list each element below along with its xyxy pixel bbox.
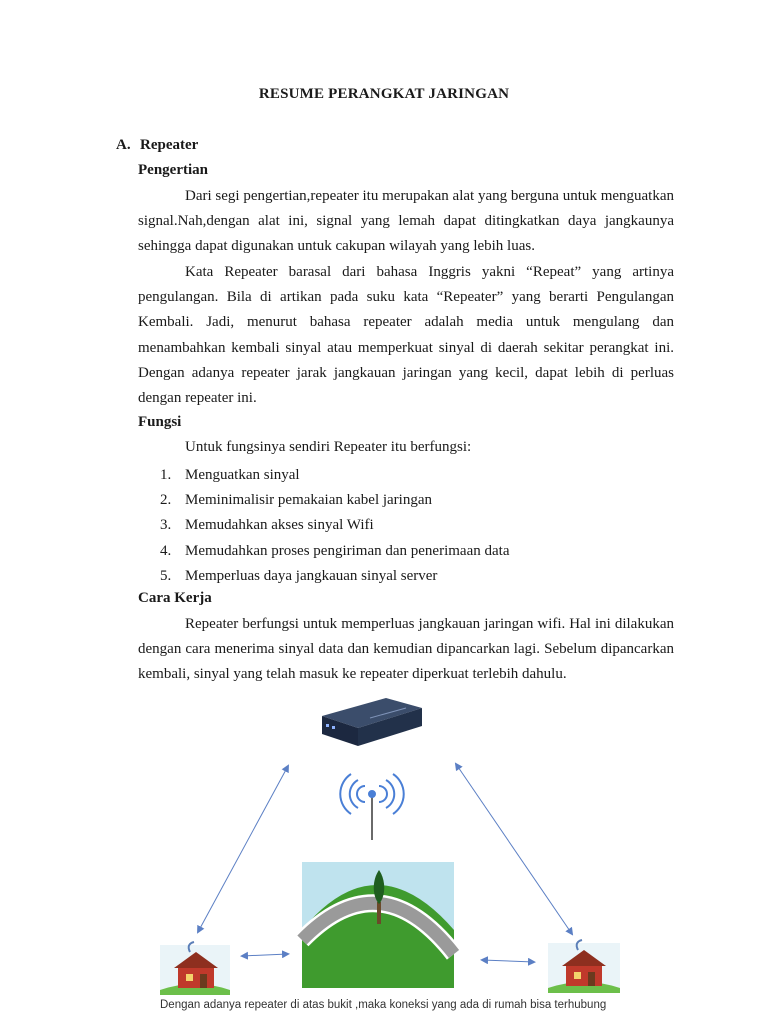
hill-scene-image (302, 862, 454, 988)
paragraph-pengertian-2: Kata Repeater barasal dari bahasa Inggris yakni “Repeat” yang artinya pengulangan. Bila di artikan pada suku kata “Repeater” yang berarti Pengulangan Kembali. Jadi, menurut bahasa repeater adalah media untuk mengulang dan menambahkan kembali sinyal atau memperkuat sinyal di daerah sekitar perangkat ini. Dengan adanya repeater jarak jangkauan jaringan yang kecil, dapat lebih di perluas dengan repeater ini. (138, 264, 674, 407)
document-title: RESUME PERANGKAT JARINGAN (258, 86, 510, 102)
section-heading-repeater (116, 137, 198, 154)
section-number: A. (116, 137, 131, 153)
repeater-device-icon (322, 698, 422, 746)
wifi-signal-icon (340, 774, 403, 840)
repeater-diagram (150, 690, 630, 1020)
section-label: Repeater (140, 137, 199, 153)
paragraph-cara-kerja: Repeater berfungsi untuk memperluas jangkauan jaringan wifi. Hal ini dilakukan dengan cara menerima sinyal data dan kemudian dipancarkan lagi. Sebelum dipancarkan kembali, sinyal yang telah masuk ke repeater diperkuat terlebih dahulu. (138, 616, 674, 683)
list-item: 2. Meminimalisir pemakaian kabel jaringan (160, 492, 433, 509)
paragraph-pengertian-1: Dari segi pengertian,repeater itu merupakan alat yang berguna untuk menguatkan signal.Nah,dengan alat ini, signal yang lemah dapat ditingkatkan daya jangkaunya sehingga dapat digunakan untuk cakupan wilayah yang lebih luas. (138, 188, 674, 255)
subheading-fungsi: Fungsi (138, 414, 182, 430)
link-arrow-right (482, 960, 534, 962)
fungsi-list (160, 463, 509, 589)
signal-arrow-right (456, 764, 572, 934)
link-arrow-left (242, 954, 288, 956)
list-item: 3. Memudahkan akses sinyal Wifi (160, 517, 374, 534)
subheading-cara-kerja: Cara Kerja (138, 590, 212, 606)
signal-arrow-left (198, 766, 288, 932)
list-item: 1. Menguatkan sinyal (160, 467, 300, 483)
figure-caption: Dengan adanya repeater di atas bukit ,maka koneksi yang ada di rumah bisa terhubung (160, 999, 607, 1011)
house-left-icon (160, 942, 230, 995)
subheading-pengertian: Pengertian (138, 162, 208, 178)
list-item: 5. Memperluas daya jangkauan sinyal server (160, 567, 438, 584)
list-item: 4. Memudahkan proses pengiriman dan penerimaan data (160, 542, 510, 559)
fungsi-intro: Untuk fungsinya sendiri Repeater itu berfungsi: (185, 439, 472, 455)
house-right-icon (548, 940, 620, 993)
